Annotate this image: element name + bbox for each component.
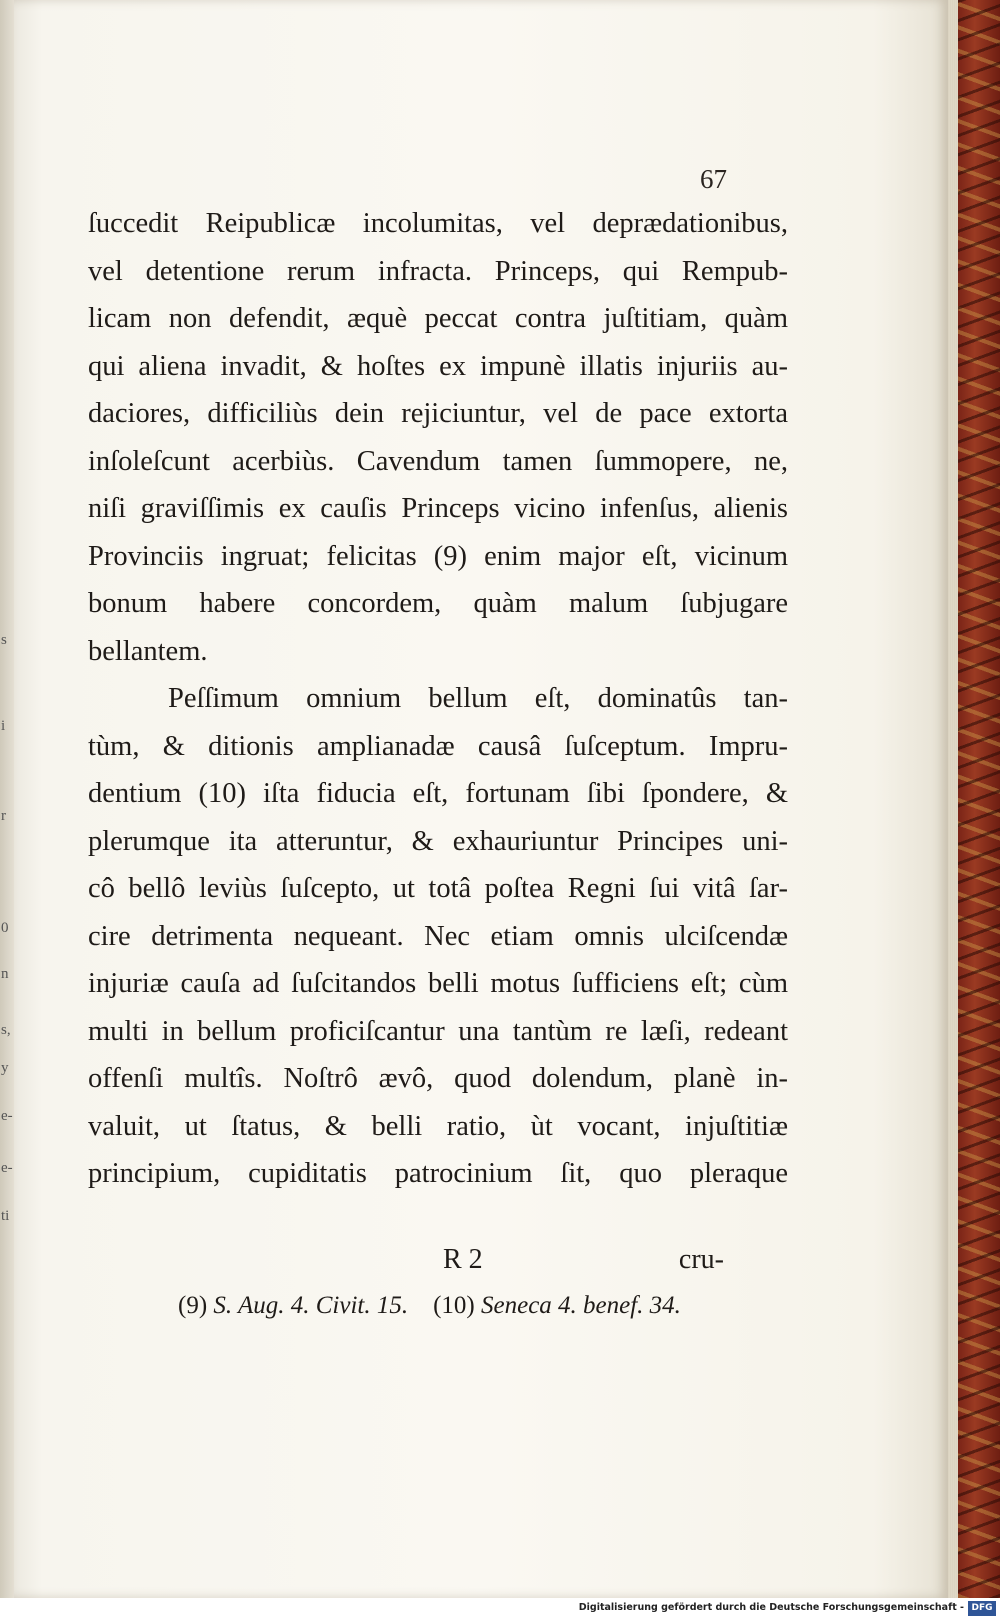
text-line: qui aliena invadit, & hoſtes ex impunè illatis injuriis au- [88, 350, 788, 382]
footnote-reference: S. Aug. 4. Civit. 15. [213, 1292, 409, 1319]
book-binding [958, 0, 1000, 1598]
margin-letter: ti [1, 1208, 10, 1224]
margin-letter: y [1, 1060, 9, 1076]
margin-letter: i [1, 718, 6, 734]
page-block-edge [948, 0, 958, 1598]
text-line: ſuccedit Reipublicæ incolumitas, vel deprædationibus, [88, 208, 788, 239]
dfg-logo: DFG [968, 1601, 996, 1616]
margin-letter: e- [1, 1108, 13, 1124]
body-text [88, 200, 788, 1198]
text-line: cô bellô leviùs ſuſcepto, ut totâ poſtea Regni ſui vitâ ſar- [88, 873, 788, 904]
text-line: multi in bellum proficiſcantur una tantùm re læſi, redeant [88, 1015, 788, 1047]
text-line: daciores, difficiliùs dein rejiciuntur, vel de pace extorta [88, 398, 788, 429]
text-line: valuit, ut ſtatus, & belli ratio, ùt vocant, injuſtitiæ [88, 1110, 788, 1142]
text-line: principium, cupiditatis patrocinium ſit, quo pleraque [88, 1158, 788, 1189]
text-line: bellantem. [88, 635, 208, 667]
text-line: cire detrimenta nequeant. Nec etiam omnis ulciſcendæ [88, 920, 788, 952]
paragraph-start-line: Peſſimum omnium bellum eſt, dominatûs tan- [168, 683, 788, 714]
text-line: injuriæ cauſa ad ſuſcitandos belli motus ſufficiens eſt; cùm [88, 968, 788, 999]
book-page [14, 0, 948, 1598]
signature-row [88, 1244, 724, 1284]
text-line: bonum habere concordem, quàm malum ſubjugare [88, 588, 788, 619]
margin-letter: s, [1, 1022, 11, 1038]
signature-mark: R 2 [443, 1244, 483, 1275]
digitization-credit: Digitalisierung gefördert durch die Deutsche Forschungsgemeinschaft - [578, 1602, 964, 1613]
text-line: dentium (10) iſta fiducia eſt, fortunam ſibi ſpondere, & [88, 778, 788, 809]
page-number: 67 [700, 164, 727, 194]
footnote-number: (10) [433, 1292, 475, 1319]
margin-letter: e- [1, 1160, 13, 1176]
catchword: cru- [678, 1244, 724, 1275]
text-line: licam non defendit, æquè peccat contra juſtitiam, quàm [88, 303, 788, 334]
text-line: plerumque ita atteruntur, & exhauriuntur Principes uni- [88, 825, 788, 857]
text-line: Provinciis ingruat; felicitas (9) enim major eſt, vicinum [88, 540, 788, 572]
footnote-number: (9) [178, 1292, 208, 1319]
footnote-reference: Seneca 4. benef. 34. [481, 1292, 681, 1319]
text-line: vel detentione rerum infracta. Princeps, qui Rempub- [88, 255, 788, 287]
previous-page-margin-text [0, 0, 14, 1598]
credit-bar [0, 1598, 1000, 1621]
text-line: tùm, & ditionis amplianadæ causâ ſuſceptum. Impru- [88, 730, 788, 762]
margin-letter: r [1, 808, 6, 824]
margin-letter: n [1, 966, 9, 982]
text-line: niſi graviſſimis ex cauſis Princeps vicino infenſus, alienis [88, 493, 788, 524]
margin-letter: s [1, 632, 7, 648]
text-line: inſoleſcunt acerbiùs. Cavendum tamen ſummopere, ne, [88, 445, 788, 477]
text-line: offenſi multîs. Noſtrô ævô, quod dolendum, planè in- [88, 1063, 788, 1094]
footnotes [178, 1292, 738, 1332]
margin-letter: 0 [1, 920, 9, 936]
